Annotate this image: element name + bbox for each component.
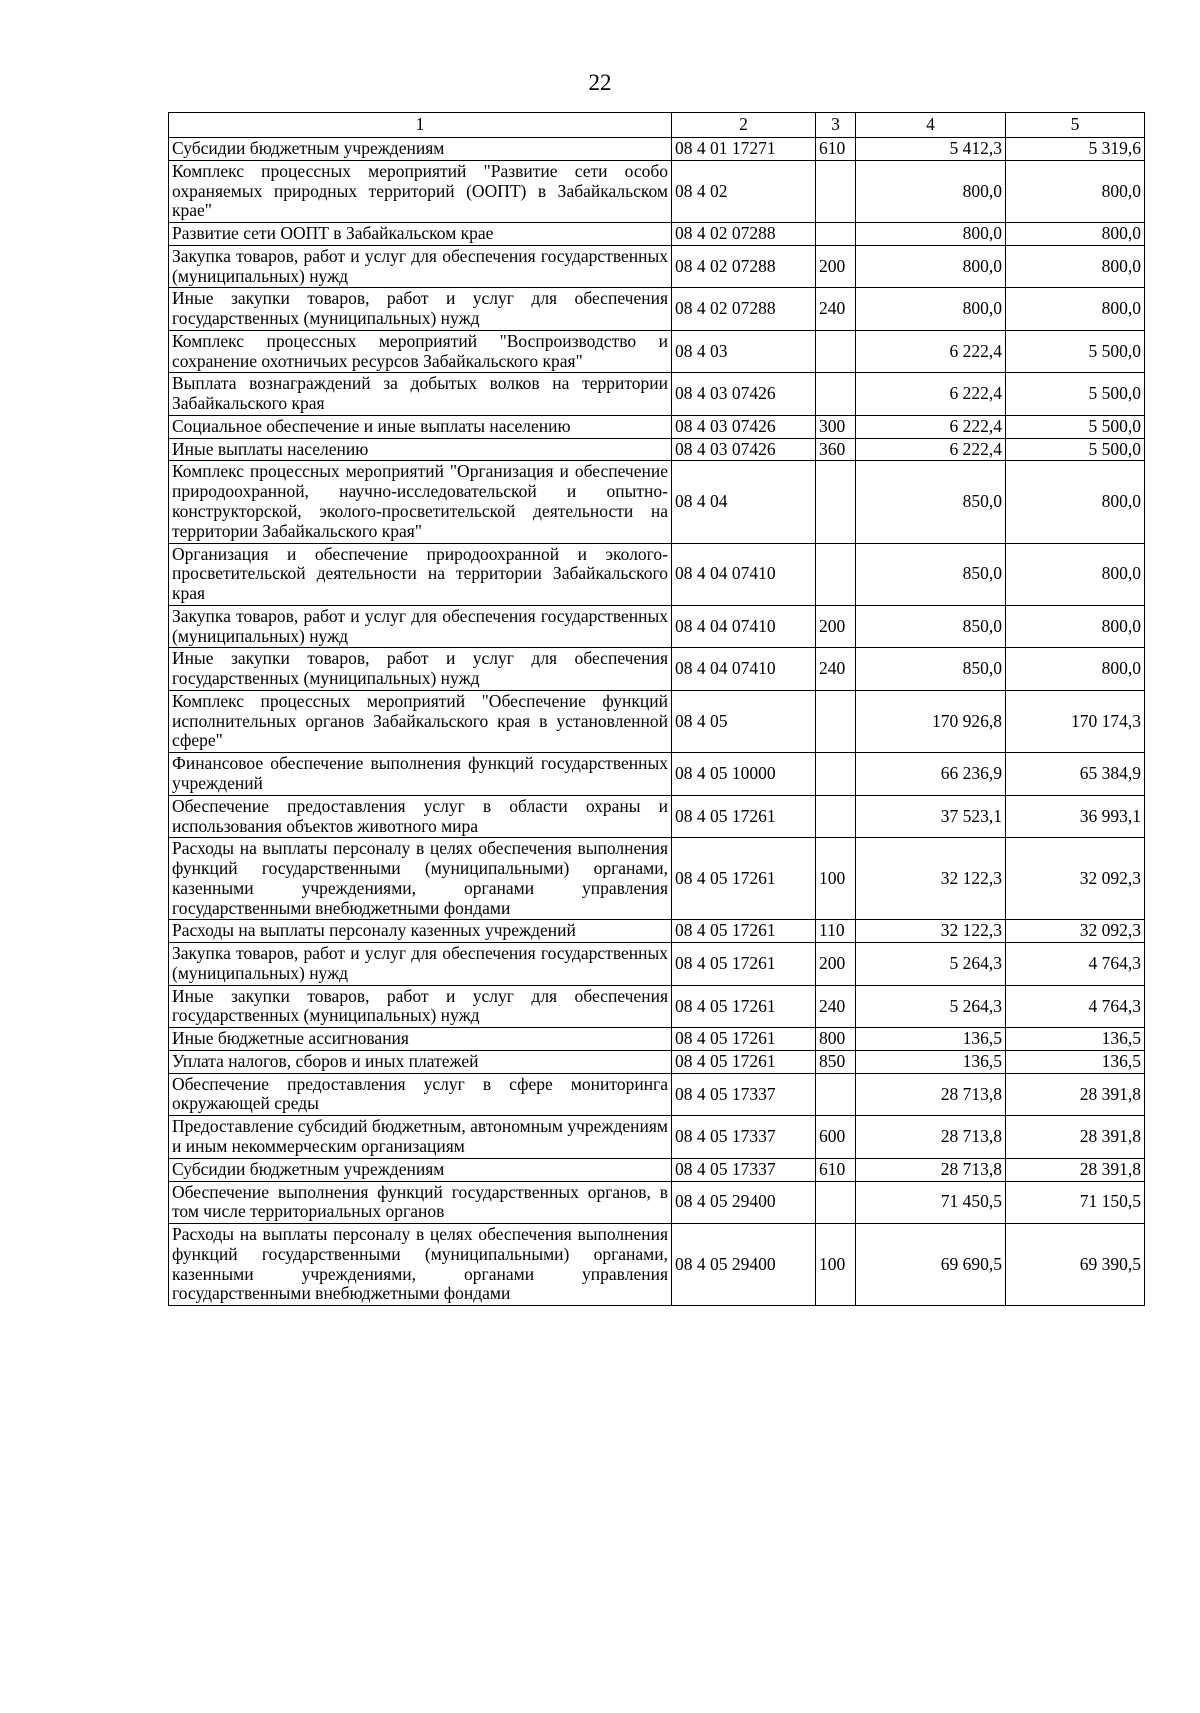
row-amount-1: 66 236,9 (856, 753, 1006, 796)
row-amount-2: 5 319,6 (1006, 138, 1145, 161)
row-amount-2: 69 390,5 (1006, 1224, 1145, 1306)
row-name: Иные бюджетные ассигнования (169, 1028, 672, 1051)
row-code: 08 4 04 07410 (672, 605, 816, 648)
row-amount-2: 800,0 (1006, 160, 1145, 222)
row-name: Расходы на выплаты персоналу казенных учреждений (169, 920, 672, 943)
column-header-amount-1: 4 (856, 113, 1006, 138)
row-amount-2: 800,0 (1006, 245, 1145, 288)
row-amount-1: 71 450,5 (856, 1181, 1006, 1224)
row-amount-2: 28 391,8 (1006, 1116, 1145, 1159)
row-amount-1: 6 222,4 (856, 415, 1006, 438)
row-amount-1: 850,0 (856, 605, 1006, 648)
row-amount-2: 800,0 (1006, 288, 1145, 331)
row-name: Иные закупки товаров, работ и услуг для обеспечения государственных (муниципальных) нужд (169, 648, 672, 691)
row-amount-1: 170 926,8 (856, 690, 1006, 752)
row-expense-type: 610 (816, 138, 856, 161)
row-amount-1: 800,0 (856, 288, 1006, 331)
row-expense-type (816, 1073, 856, 1116)
row-amount-2: 71 150,5 (1006, 1181, 1145, 1224)
row-expense-type: 610 (816, 1158, 856, 1181)
row-amount-2: 5 500,0 (1006, 330, 1145, 373)
row-amount-2: 5 500,0 (1006, 373, 1145, 416)
row-name: Иные закупки товаров, работ и услуг для обеспечения государственных (муниципальных) нужд (169, 288, 672, 331)
table-row (169, 160, 1145, 222)
row-expense-type: 240 (816, 288, 856, 331)
row-name: Социальное обеспечение и иные выплаты населению (169, 415, 672, 438)
row-code: 08 4 02 07288 (672, 288, 816, 331)
row-expense-type (816, 690, 856, 752)
row-expense-type: 100 (816, 1224, 856, 1306)
row-expense-type: 850 (816, 1050, 856, 1073)
row-expense-type (816, 543, 856, 605)
table-row (169, 1050, 1145, 1073)
row-code: 08 4 05 29400 (672, 1181, 816, 1224)
table-row (169, 245, 1145, 288)
table-row (169, 438, 1145, 461)
row-expense-type (816, 330, 856, 373)
row-name: Закупка товаров, работ и услуг для обеспечения государственных (муниципальных) нужд (169, 943, 672, 986)
row-code: 08 4 05 17261 (672, 1050, 816, 1073)
row-code: 08 4 05 17261 (672, 985, 816, 1028)
row-amount-1: 6 222,4 (856, 438, 1006, 461)
row-code: 08 4 05 (672, 690, 816, 752)
row-code: 08 4 05 17261 (672, 838, 816, 920)
row-amount-1: 136,5 (856, 1050, 1006, 1073)
row-amount-1: 850,0 (856, 461, 1006, 543)
row-amount-1: 32 122,3 (856, 920, 1006, 943)
row-expense-type (816, 753, 856, 796)
table-row (169, 1181, 1145, 1224)
row-code: 08 4 05 17337 (672, 1158, 816, 1181)
row-amount-2: 800,0 (1006, 648, 1145, 691)
row-amount-2: 4 764,3 (1006, 943, 1145, 986)
table-row (169, 1116, 1145, 1159)
row-name: Комплекс процессных мероприятий "Воспроизводство и сохранение охотничьих ресурсов Забайкальского края" (169, 330, 672, 373)
row-code: 08 4 04 07410 (672, 543, 816, 605)
row-amount-1: 850,0 (856, 648, 1006, 691)
row-code: 08 4 05 17261 (672, 795, 816, 838)
row-amount-2: 4 764,3 (1006, 985, 1145, 1028)
row-name: Закупка товаров, работ и услуг для обеспечения государственных (муниципальных) нужд (169, 605, 672, 648)
table-row (169, 415, 1145, 438)
row-expense-type: 360 (816, 438, 856, 461)
table-row (169, 605, 1145, 648)
row-expense-type: 240 (816, 985, 856, 1028)
row-amount-2: 5 500,0 (1006, 438, 1145, 461)
table-row (169, 330, 1145, 373)
table-row (169, 373, 1145, 416)
row-amount-1: 850,0 (856, 543, 1006, 605)
row-expense-type: 200 (816, 943, 856, 986)
row-code: 08 4 03 07426 (672, 415, 816, 438)
row-expense-type: 200 (816, 605, 856, 648)
row-name: Расходы на выплаты персоналу в целях обеспечения выполнения функций государственными (муниципальными) органами, казенными учреждениями, органами управления государственными внебюджетными фондами (169, 1224, 672, 1306)
row-amount-2: 800,0 (1006, 605, 1145, 648)
row-code: 08 4 01 17271 (672, 138, 816, 161)
row-amount-1: 28 713,8 (856, 1116, 1006, 1159)
table-row (169, 543, 1145, 605)
row-expense-type: 800 (816, 1028, 856, 1051)
row-code: 08 4 02 (672, 160, 816, 222)
row-amount-1: 37 523,1 (856, 795, 1006, 838)
row-name: Финансовое обеспечение выполнения функций государственных учреждений (169, 753, 672, 796)
row-expense-type: 240 (816, 648, 856, 691)
row-name: Предоставление субсидий бюджетным, автономным учреждениям и иным некоммерческим организациям (169, 1116, 672, 1159)
row-name: Закупка товаров, работ и услуг для обеспечения государственных (муниципальных) нужд (169, 245, 672, 288)
row-code: 08 4 03 07426 (672, 373, 816, 416)
row-name: Комплекс процессных мероприятий "Развитие сети особо охраняемых природных территорий (ООПТ) в Забайкальском крае" (169, 160, 672, 222)
column-header-code: 2 (672, 113, 816, 138)
row-amount-1: 800,0 (856, 223, 1006, 246)
row-expense-type: 200 (816, 245, 856, 288)
row-amount-1: 5 264,3 (856, 985, 1006, 1028)
row-amount-2: 65 384,9 (1006, 753, 1145, 796)
row-code: 08 4 03 07426 (672, 438, 816, 461)
row-name: Развитие сети ООПТ в Забайкальском крае (169, 223, 672, 246)
row-amount-2: 36 993,1 (1006, 795, 1145, 838)
row-name: Иные закупки товаров, работ и услуг для обеспечения государственных (муниципальных) нужд (169, 985, 672, 1028)
table-row (169, 985, 1145, 1028)
row-amount-1: 136,5 (856, 1028, 1006, 1051)
row-amount-2: 5 500,0 (1006, 415, 1145, 438)
table-row (169, 1224, 1145, 1306)
budget-table (168, 112, 1145, 1306)
table-row (169, 943, 1145, 986)
table-row (169, 1158, 1145, 1181)
row-name: Комплекс процессных мероприятий "Обеспечение функций исполнительных органов Забайкальского края в установленной сфере" (169, 690, 672, 752)
row-amount-2: 32 092,3 (1006, 920, 1145, 943)
row-name: Комплекс процессных мероприятий "Организация и обеспечение природоохранной, научно-исследовательской и опытно-конструкторской, эколого-просветительской деятельности на территории Забайкальского края" (169, 461, 672, 543)
row-amount-1: 69 690,5 (856, 1224, 1006, 1306)
table-body (169, 138, 1145, 1306)
row-amount-2: 136,5 (1006, 1028, 1145, 1051)
row-code: 08 4 02 07288 (672, 223, 816, 246)
table-row (169, 138, 1145, 161)
row-amount-2: 800,0 (1006, 543, 1145, 605)
table-row (169, 648, 1145, 691)
column-header-name: 1 (169, 113, 672, 138)
row-amount-1: 5 264,3 (856, 943, 1006, 986)
row-amount-1: 32 122,3 (856, 838, 1006, 920)
row-name: Уплата налогов, сборов и иных платежей (169, 1050, 672, 1073)
table-row (169, 838, 1145, 920)
row-amount-2: 170 174,3 (1006, 690, 1145, 752)
row-expense-type (816, 223, 856, 246)
table-row (169, 795, 1145, 838)
row-expense-type (816, 373, 856, 416)
row-amount-2: 136,5 (1006, 1050, 1145, 1073)
table-header-row (169, 113, 1145, 138)
row-name: Обеспечение предоставления услуг в сфере мониторинга окружающей среды (169, 1073, 672, 1116)
row-name: Иные выплаты населению (169, 438, 672, 461)
row-expense-type: 600 (816, 1116, 856, 1159)
table-row (169, 920, 1145, 943)
table-row (169, 1073, 1145, 1116)
row-amount-2: 800,0 (1006, 223, 1145, 246)
row-name: Расходы на выплаты персоналу в целях обеспечения выполнения функций государственными (муниципальными) органами, казенными учреждениями, органами управления государственными внебюджетными фондами (169, 838, 672, 920)
row-amount-2: 800,0 (1006, 461, 1145, 543)
row-code: 08 4 05 17337 (672, 1116, 816, 1159)
row-code: 08 4 03 (672, 330, 816, 373)
row-amount-2: 28 391,8 (1006, 1158, 1145, 1181)
table-row (169, 461, 1145, 543)
row-amount-1: 28 713,8 (856, 1158, 1006, 1181)
page-number: 22 (588, 70, 612, 95)
row-expense-type (816, 461, 856, 543)
column-header-amount-2: 5 (1006, 113, 1145, 138)
table-row (169, 753, 1145, 796)
row-code: 08 4 05 17261 (672, 943, 816, 986)
row-expense-type: 110 (816, 920, 856, 943)
row-code: 08 4 04 (672, 461, 816, 543)
row-expense-type (816, 795, 856, 838)
row-code: 08 4 05 10000 (672, 753, 816, 796)
row-name: Выплата вознаграждений за добытых волков на территории Забайкальского края (169, 373, 672, 416)
row-amount-1: 800,0 (856, 160, 1006, 222)
row-code: 08 4 02 07288 (672, 245, 816, 288)
row-amount-1: 6 222,4 (856, 373, 1006, 416)
row-code: 08 4 05 17261 (672, 1028, 816, 1051)
row-amount-2: 28 391,8 (1006, 1073, 1145, 1116)
row-expense-type (816, 160, 856, 222)
row-name: Субсидии бюджетным учреждениям (169, 138, 672, 161)
column-header-expense-type: 3 (816, 113, 856, 138)
row-amount-2: 32 092,3 (1006, 838, 1145, 920)
row-amount-1: 800,0 (856, 245, 1006, 288)
row-name: Обеспечение предоставления услуг в области охраны и использования объектов животного мира (169, 795, 672, 838)
row-code: 08 4 04 07410 (672, 648, 816, 691)
row-expense-type: 300 (816, 415, 856, 438)
row-amount-1: 6 222,4 (856, 330, 1006, 373)
table-row (169, 1028, 1145, 1051)
table-row (169, 223, 1145, 246)
row-name: Организация и обеспечение природоохранной и эколого-просветительской деятельности на территории Забайкальского края (169, 543, 672, 605)
row-name: Обеспечение выполнения функций государственных органов, в том числе территориальных органов (169, 1181, 672, 1224)
row-amount-1: 5 412,3 (856, 138, 1006, 161)
row-expense-type (816, 1181, 856, 1224)
table-row (169, 690, 1145, 752)
row-code: 08 4 05 17337 (672, 1073, 816, 1116)
row-code: 08 4 05 29400 (672, 1224, 816, 1306)
row-amount-1: 28 713,8 (856, 1073, 1006, 1116)
row-code: 08 4 05 17261 (672, 920, 816, 943)
table-row (169, 288, 1145, 331)
row-name: Субсидии бюджетным учреждениям (169, 1158, 672, 1181)
row-expense-type: 100 (816, 838, 856, 920)
